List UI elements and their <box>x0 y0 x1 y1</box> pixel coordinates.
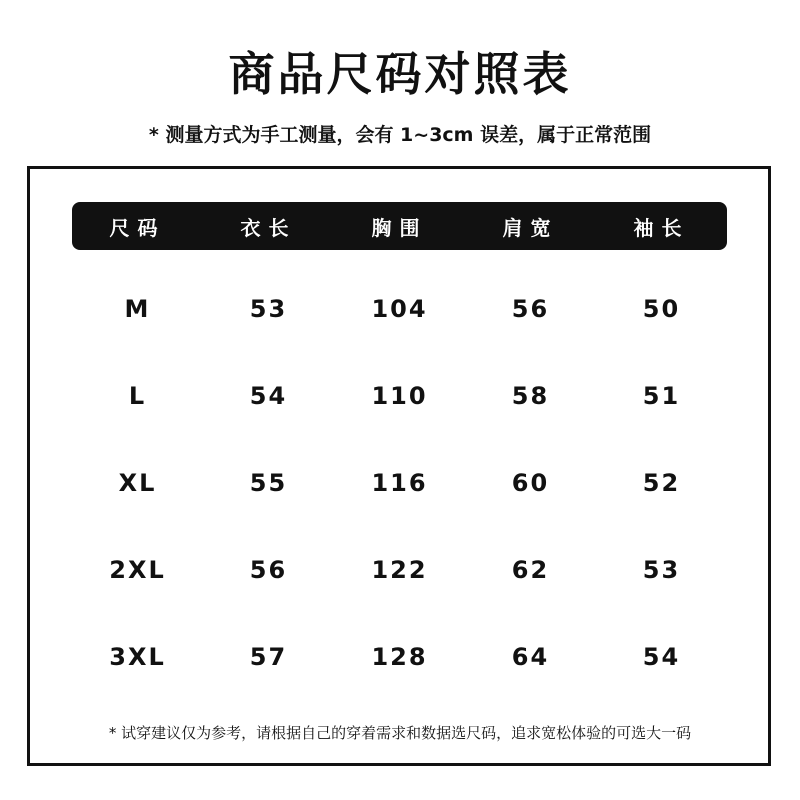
cell-shoulder: 62 <box>511 555 550 584</box>
header-chest: 胸围 <box>371 215 428 240</box>
cell-length: 56 <box>249 555 288 584</box>
table-row <box>72 439 727 526</box>
cell-size: 2XL <box>109 555 166 584</box>
cell-sleeve: 54 <box>642 642 681 671</box>
cell-size: XL <box>118 468 157 497</box>
measurement-note: * 测量方式为手工测量，会有 1~3cm 误差，属于正常范围 <box>148 124 652 146</box>
cell-shoulder: 58 <box>511 381 550 410</box>
table-body <box>72 265 727 700</box>
cell-sleeve: 50 <box>642 294 681 323</box>
cell-shoulder: 64 <box>511 642 550 671</box>
cell-sleeve: 52 <box>642 468 681 497</box>
cell-shoulder: 56 <box>511 294 550 323</box>
cell-chest: 122 <box>371 555 428 584</box>
table-row <box>72 265 727 352</box>
cell-chest: 104 <box>371 294 428 323</box>
cell-chest: 110 <box>371 381 428 410</box>
fitting-advice: * 试穿建议仅为参考，请根据自己的穿着需求和数据选尺码，追求宽松体验的可选大一码 <box>108 724 692 742</box>
cell-length: 54 <box>249 381 288 410</box>
cell-sleeve: 51 <box>642 381 681 410</box>
table-row <box>72 352 727 439</box>
cell-chest: 116 <box>371 468 428 497</box>
header-shoulder: 肩宽 <box>502 215 559 240</box>
cell-length: 53 <box>249 294 288 323</box>
table-row <box>72 613 727 700</box>
cell-shoulder: 60 <box>511 468 550 497</box>
cell-sleeve: 53 <box>642 555 681 584</box>
header-size: 尺码 <box>109 215 166 240</box>
cell-size: M <box>124 294 151 323</box>
cell-length: 57 <box>249 642 288 671</box>
table-header <box>72 202 727 250</box>
cell-length: 55 <box>249 468 288 497</box>
cell-size: L <box>128 381 147 410</box>
table-row <box>72 526 727 613</box>
page-title: 商品尺码对照表 <box>228 47 572 101</box>
header-sleeve: 袖长 <box>633 215 690 240</box>
cell-chest: 128 <box>371 642 428 671</box>
cell-size: 3XL <box>109 642 166 671</box>
header-length: 衣长 <box>240 215 297 240</box>
